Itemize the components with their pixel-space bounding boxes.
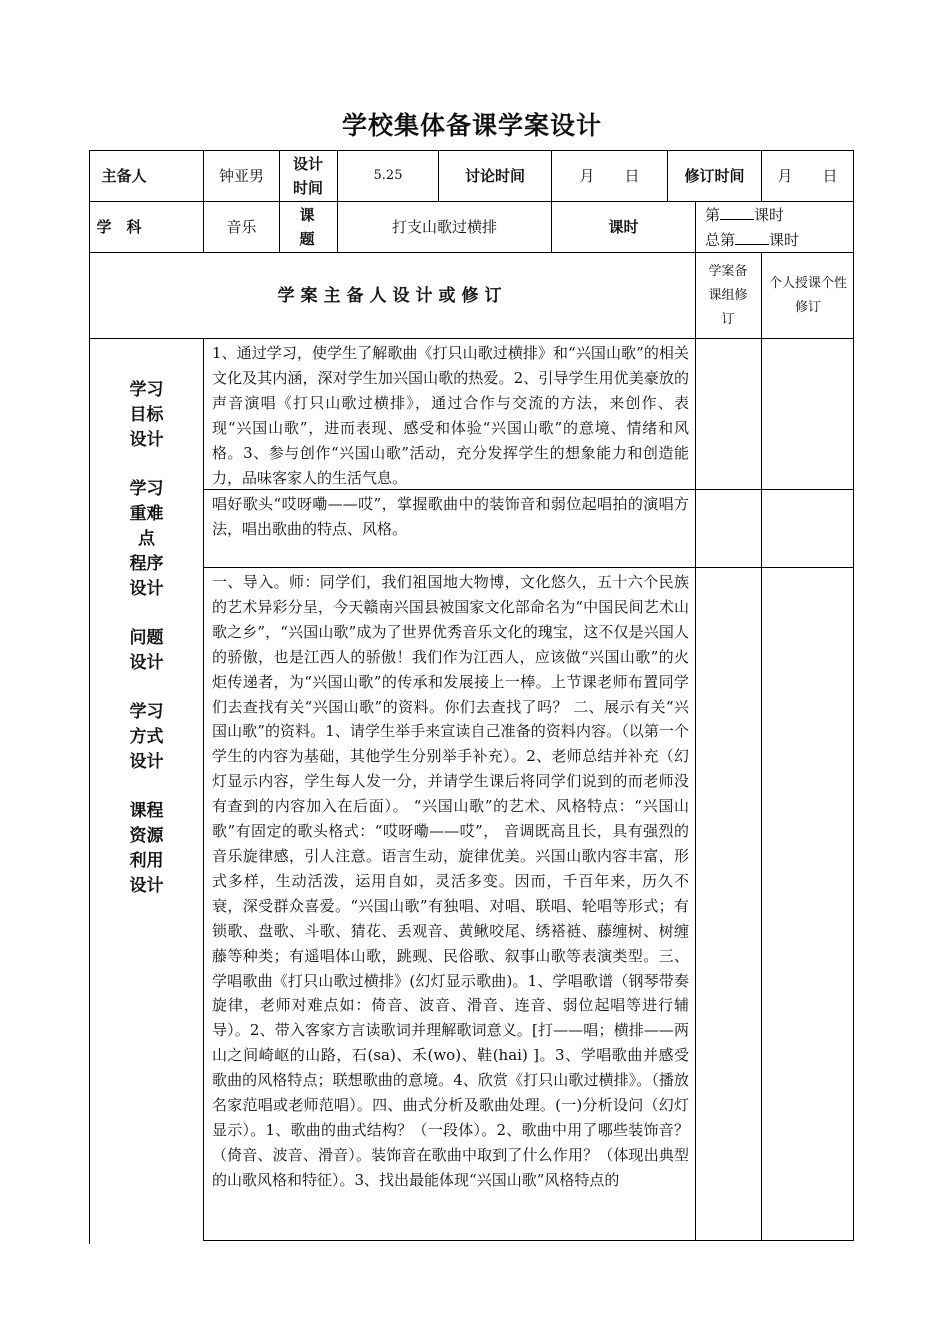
label-learning-methods: 学习方式设计 [129,702,164,772]
subject-label: 学 科 [96,218,142,236]
side-labels [90,378,203,899]
lead-label: 主备人 [101,167,147,185]
label-key-points: 学习重难点 [129,479,164,549]
period-fields [705,203,853,253]
col-divider [279,150,280,201]
personal-revision-header: 个人授课个性修订 [768,275,847,315]
col-divider [761,252,762,338]
topic-label: 课题 [299,206,315,248]
design-time-value: 5.25 [373,168,403,183]
row-divider [203,489,854,490]
col-divider [695,338,696,1241]
table-border-right [853,150,854,1241]
period-line-2: 总第 课时 [705,231,800,249]
label-resources: 课程资源利用设计 [129,801,164,896]
page-title: 学校集体备课学案设计 [341,111,602,140]
total-period-blank [735,230,769,245]
row-divider [203,567,854,568]
label-procedure: 程序设计 [129,554,164,599]
key-points-text: 唱好歌头“哎呀嘞——哎”，掌握歌曲中的装饰音和弱位起唱拍的演唱方法，唱出歌曲的特点、风格。 [212,495,689,538]
col-divider [279,201,280,252]
col-divider [695,252,696,338]
col-divider [695,201,696,252]
col-divider [203,338,204,1241]
revise-time-value: 月 日 [777,167,838,185]
lead-value: 钟亚男 [218,167,264,185]
discuss-time-value: 月 日 [579,167,640,185]
main-design-header: 学案主备人设计或修订 [277,285,508,306]
label-objectives: 学习目标设计 [129,380,164,450]
period-label: 课时 [608,218,639,236]
period-line-1: 第 课时 [705,206,785,224]
group-revision-header: 学案备课组修订 [708,263,748,327]
period-blank [720,205,754,220]
design-time-label: 设计时间 [292,155,323,197]
revise-time-label: 修订时间 [684,167,745,185]
subject-value: 音乐 [226,218,257,236]
col-divider [761,338,762,1241]
topic-value: 打支山歌过横排 [391,218,497,236]
procedure-text: 一、导入。师：同学们，我们祖国地大物博，文化悠久，五十六个民族的艺术异彩分呈，今天赣南兴国县被国家文化部命名为“中国民间艺术山歌之乡”，“兴国山歌”成为了世界优秀音乐文化的瑰宝，这不仅是兴国人的骄傲，也是江西人的骄傲！我们作为江西人，应该做“兴国山歌”的火炬传递者，为“兴国山歌”的传承和发展接上一棒。上节课老师布置同学们去查找有关“兴国山歌”的资料。你们去查找了吗？ 二、展示有关“兴国山歌”的资料。1、请学生举手来宣读自己准备的资料内容。（以第一个学生的内容为基础，其他学生分别举手补充）。2、老师总结并补充（幻灯显示内容，学生每人发一分，并请学生课后将同学们说到的而老师没有查到的内容加入在后面）。 “兴国山歌”的艺术、风格特点：“兴国山歌”有固定的歌头格式：“哎呀嘞——哎”， 音调既高且长，具有强烈的音乐旋律感，引人注意。语言生动，旋律优美。兴国山歌内容丰富，形式多样，生动活泼，运用自如，灵活多变。因而，千百年来，历久不衰，深受群众喜爱。“兴国山歌”有独唱、对唱、联唱、轮唱等形式；有锁歌、盘歌、斗歌、猜花、丢观音、黄鳅咬尾、绣褡裢、藤缠树、树缠藤等种类；有遥唱体山歌，跳觋、民俗歌、叙事山歌等表演类型。三、学唱歌曲《打只山歌过横排》(幻灯显示歌曲)。1、学唱歌谱（钢琴带奏旋律，老师对难点如：倚音、波音、滑音、连音、弱位起唱等进行辅导）。2、带入客家方言读歌词并理解歌词意义。[打——唱；横排——两山之间崎岖的山路，石(sa)、禾(wo)、鞋(hai) ]。3、学唱歌曲并感受歌曲的风格特点；联想歌曲的意境。4、欣赏《打只山歌过横排》。（播放名家范唱或老师范唱）。四、曲式分析及歌曲处理。(一)分析设问（幻灯显示）。1、歌曲的曲式结构？（一段体）。2、歌曲中用了哪些装饰音？（倚音、波音、滑音）。装饰音在歌曲中取到了什么作用？（体现出典型的山歌风格和特征）。3、找出最能体现“兴国山歌”风格特点的 [212,573,689,1189]
objectives-text: 1、通过学习，使学生了解歌曲《打只山歌过横排》和“兴国山歌”的相关文化及其内涵，深对学生加兴国山歌的热爱。2、引导学生用优美豪放的声音演唱《打只山歌过横排》，通过合作与交流的方法，来创作、表现“兴国山歌”，进而表现、感受和体验“兴国山歌”的意境、情绪和风格。3、参与创作“兴国山歌”活动，充分发挥学生的想象能力和创造能力，品味客家人的生活气息。 [212,344,689,487]
discuss-time-label: 讨论时间 [464,167,525,185]
table-border-bottom [203,1240,854,1241]
label-questions: 问题设计 [129,628,164,673]
